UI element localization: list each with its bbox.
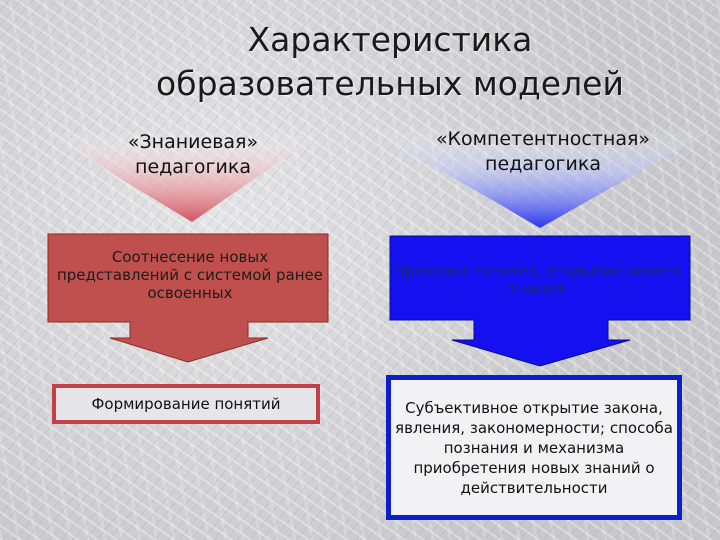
right-process-box [390, 236, 690, 366]
slide-title-line-2: образовательных моделей [156, 64, 624, 103]
left-result-box [52, 384, 320, 424]
right-heading: «Компетентностная» педагогика [435, 128, 651, 175]
left-result-text: Формирование понятий [91, 395, 281, 413]
left-heading: «Знаниевая» педагогика [127, 131, 259, 178]
left-box-text: Соотнесение новых представлений с системой ранее освоенных [56, 248, 324, 302]
slide-title-line-1: Характеристика [247, 20, 533, 59]
right-result-text: Субъективное открытие закона, явления, закономерности; способа познания и механизма приобретения новых знаний о действительности [395, 398, 673, 497]
right-box-text: Проверка гипотез, открытие нового знания [393, 262, 681, 298]
right-result-box [386, 375, 682, 520]
